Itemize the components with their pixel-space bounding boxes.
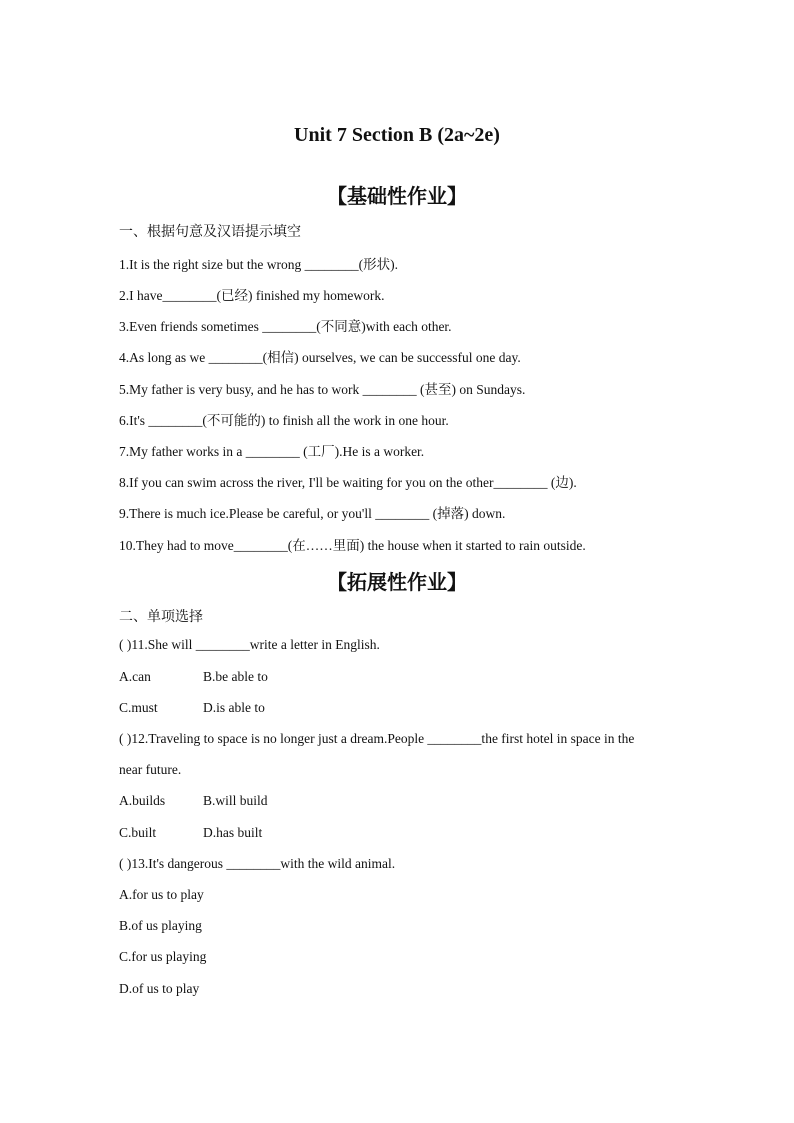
section-heading-basic: 【基础性作业】 (327, 184, 467, 208)
fill-item-4: 4.As long as we ________(相信) ourselves, we can be successful one day. (119, 350, 521, 365)
question-12-option-b: B.will build (203, 793, 268, 808)
fill-item-7: 7.My father works in a ________ (工厂).He is a worker. (119, 444, 425, 459)
question-11-stem: ( )11.She will ________write a letter in English. (119, 637, 380, 652)
fill-item-10: 10.They had to move________(在……里面) the house when it started to rain outside. (119, 538, 586, 553)
question-11-option-c: C.must (119, 700, 158, 715)
question-12-stem-continued: near future. (119, 762, 182, 777)
question-12-stem: ( )12.Traveling to space is no longer just a dream.People ________the first hotel in space in the (119, 731, 635, 746)
question-13-stem: ( )13.It's dangerous ________with the wild animal. (119, 856, 396, 871)
fill-item-3: 3.Even friends sometimes ________(不同意)with each other. (119, 319, 452, 334)
fill-item-5: 5.My father is very busy, and he has to work ________ (甚至) on Sundays. (119, 382, 526, 397)
section-instruction-fill: 一、根据句意及汉语提示填空 (119, 224, 301, 240)
section-instruction-choice: 二、单项选择 (119, 609, 203, 625)
question-12-option-a: A.builds (119, 793, 166, 808)
question-13-option-a: A.for us to play (119, 887, 204, 902)
question-11-option-b: B.be able to (203, 669, 268, 684)
fill-item-9: 9.There is much ice.Please be careful, or you'll ________ (掉落) down. (119, 506, 506, 521)
section-heading-extended: 【拓展性作业】 (327, 570, 467, 594)
question-13-option-d: D.of us to play (119, 981, 200, 996)
fill-item-1: 1.It is the right size but the wrong ________(形状). (119, 257, 398, 272)
question-12-option-c: C.built (119, 825, 157, 840)
fill-item-6: 6.It's ________(不可能的) to finish all the work in one hour. (119, 413, 449, 428)
question-13-option-c: C.for us playing (119, 949, 207, 964)
page-title: Unit 7 Section B (2a~2e) (294, 124, 500, 146)
fill-item-8: 8.If you can swim across the river, I'll be waiting for you on the other________ (边). (119, 475, 577, 490)
question-11-option-a: A.can (119, 669, 151, 684)
question-11-option-d: D.is able to (203, 700, 265, 715)
question-13-option-b: B.of us playing (119, 918, 202, 933)
question-12-option-d: D.has built (203, 825, 263, 840)
fill-item-2: 2.I have________(已经) finished my homework. (119, 288, 385, 303)
